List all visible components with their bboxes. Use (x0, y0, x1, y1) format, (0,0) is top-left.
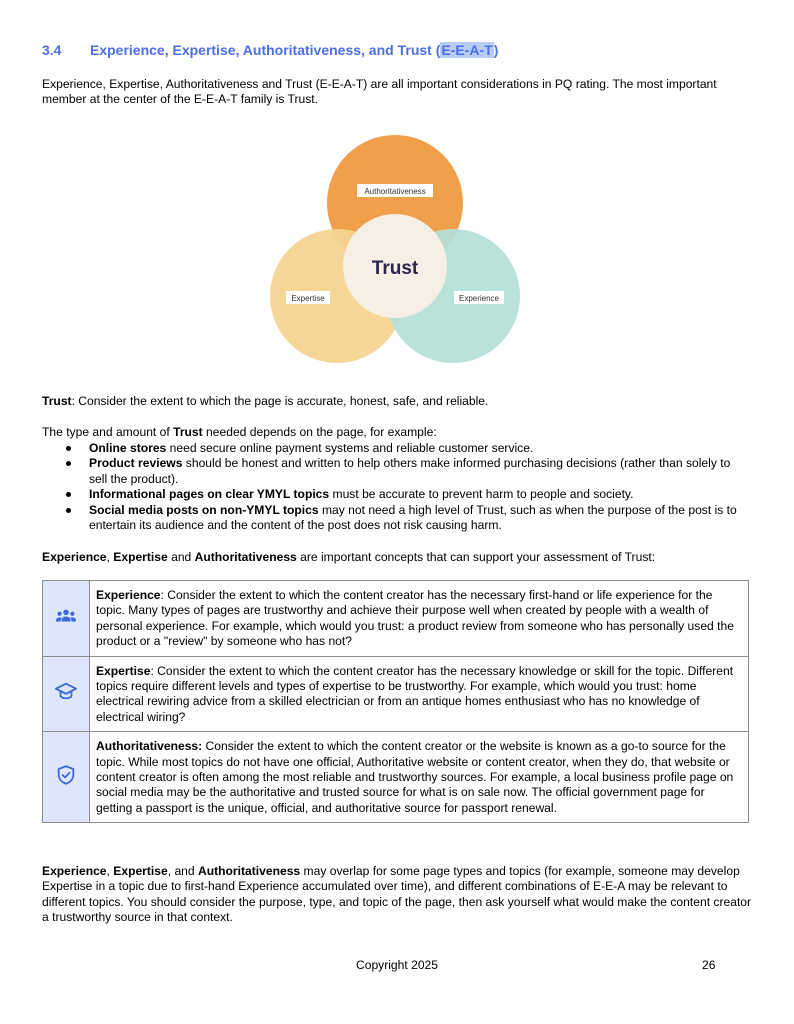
authoritativeness-definition (90, 732, 749, 823)
definition-term: Experience (96, 588, 161, 602)
closing-sep: , and (167, 864, 198, 878)
bullet-text: must be accurate to prevent harm to people and society. (329, 487, 634, 502)
shield-check-icon (55, 764, 77, 786)
bullet-text: should be honest and written to help others make informed purchasing decisions (rather than solely to sell the product). (89, 456, 731, 486)
closing-term: Experience (42, 864, 107, 878)
authoritativeness-label: Authoritativeness (364, 187, 426, 196)
definition-text: : Consider the extent to which the content creator has the necessary knowledge or skill for the topic. Different topics require different levels and types of expertise to be trustworthy. For example, which would you trust: home electrical rewiring advice from a skilled electrician or from an antique homes enthusiast who has no knowledge of electrical wiring? (96, 663, 734, 724)
bullet-text: need secure online payment systems and reliable customer service. (166, 441, 534, 455)
definition-text: Consider the extent to which the content creator or the website is known as a go-to source for the topic. While most topics do not have one official, Authoritative website or content creator, when they do, that website or content creator is often among the most reliable and trustworthy sources. For example, a local business profile page on social media may be the authoritative and trusted source for what is on sale now. The official government page for getting a passport is the unique, official, and authoritative source for passport renewal. (96, 739, 734, 815)
support-term: Expertise (113, 550, 168, 564)
trust-examples-list (42, 441, 742, 533)
experience-label: Experience (458, 294, 500, 303)
support-sep: , (106, 550, 114, 564)
support-sep: and (167, 550, 195, 564)
definition-term: Expertise (96, 663, 151, 678)
graduation-cap-icon (55, 680, 77, 702)
footer-copyright: Copyright 2025 (355, 958, 439, 972)
closing-paragraph (42, 864, 754, 926)
support-text: are important concepts that can support your assessment of Trust: (296, 550, 656, 564)
bullet-term: Online stores (89, 441, 167, 455)
page-number: 26 (702, 958, 716, 972)
table-row (43, 732, 749, 823)
table-row (43, 581, 749, 657)
trust-type-intro (42, 425, 754, 440)
eeat-venn-diagram (262, 133, 528, 373)
intro-paragraph: Experience, Expertise, Authoritativeness and Trust (E-E-A-T) are all important considerations in PQ rating. The most important member at the center of the E-E-A-T family is Trust. (42, 77, 717, 107)
list-item (42, 503, 742, 534)
bullet-term: Social media posts on non-YMYL topics (89, 502, 319, 517)
support-term: Experience (42, 550, 107, 564)
trust-center-label: Trust (371, 258, 419, 279)
type-intro-pre: The type and amount of (42, 425, 174, 439)
bullet-term: Informational pages on clear YMYL topics (89, 487, 330, 502)
icon-cell (43, 581, 90, 657)
section-title-end: ) (493, 42, 499, 58)
trust-text: : Consider the extent to which the page is accurate, honest, safe, and reliable. (71, 394, 489, 408)
definition-term: Authoritativeness: (96, 739, 203, 754)
table-row (43, 656, 749, 732)
closing-term: Authoritativeness (198, 864, 301, 878)
list-item (42, 441, 742, 456)
trust-definition (42, 394, 754, 409)
bullet-term: Product reviews (89, 456, 183, 471)
trust-term: Trust (42, 394, 72, 408)
closing-text: may overlap for some page types and topics (for example, someone may develop Expertise in a topic due to first-hand Experience accumulated over time), and different combinations of E-E-A may be relevant to different topics. You should consider the purpose, type, and topic of the page, then ask yourself what would make the content creator a trustworthy source in that context. (42, 864, 752, 925)
support-term: Authoritativeness (194, 550, 297, 564)
expertise-label: Expertise (291, 294, 325, 303)
bullet-text: may not need a high level of Trust, such as when the purpose of the post is to entertain its audience and the content of the post does not risk causing harm. (89, 502, 737, 533)
list-item (42, 456, 742, 487)
icon-cell (43, 656, 90, 732)
people-group-icon (55, 605, 77, 627)
closing-term: Expertise (113, 864, 168, 878)
section-title-highlight: E-E-A-T (441, 42, 493, 58)
section-heading (42, 42, 498, 58)
section-title: Experience, Expertise, Authoritativeness, and Trust ( (90, 42, 441, 58)
list-item (42, 487, 742, 502)
section-number: 3.4 (42, 42, 62, 58)
expertise-definition (90, 656, 749, 732)
support-concepts-paragraph (42, 550, 754, 565)
type-intro-post: needed depends on the page, for example: (202, 425, 437, 439)
experience-definition (90, 581, 749, 657)
closing-sep: , (106, 864, 114, 878)
icon-cell (43, 732, 90, 823)
type-intro-term: Trust (173, 425, 203, 439)
definition-text: : Consider the extent to which the content creator has the necessary first-hand or life experience for the topic. Many types of pages are trustworthy and achieve their purpose well when created by people with a wealth of personal experience. For example, which would you trust: a product review from someone who has personally used the product or a "review" by someone who has not? (96, 588, 734, 649)
eeat-definitions-table (42, 580, 749, 823)
